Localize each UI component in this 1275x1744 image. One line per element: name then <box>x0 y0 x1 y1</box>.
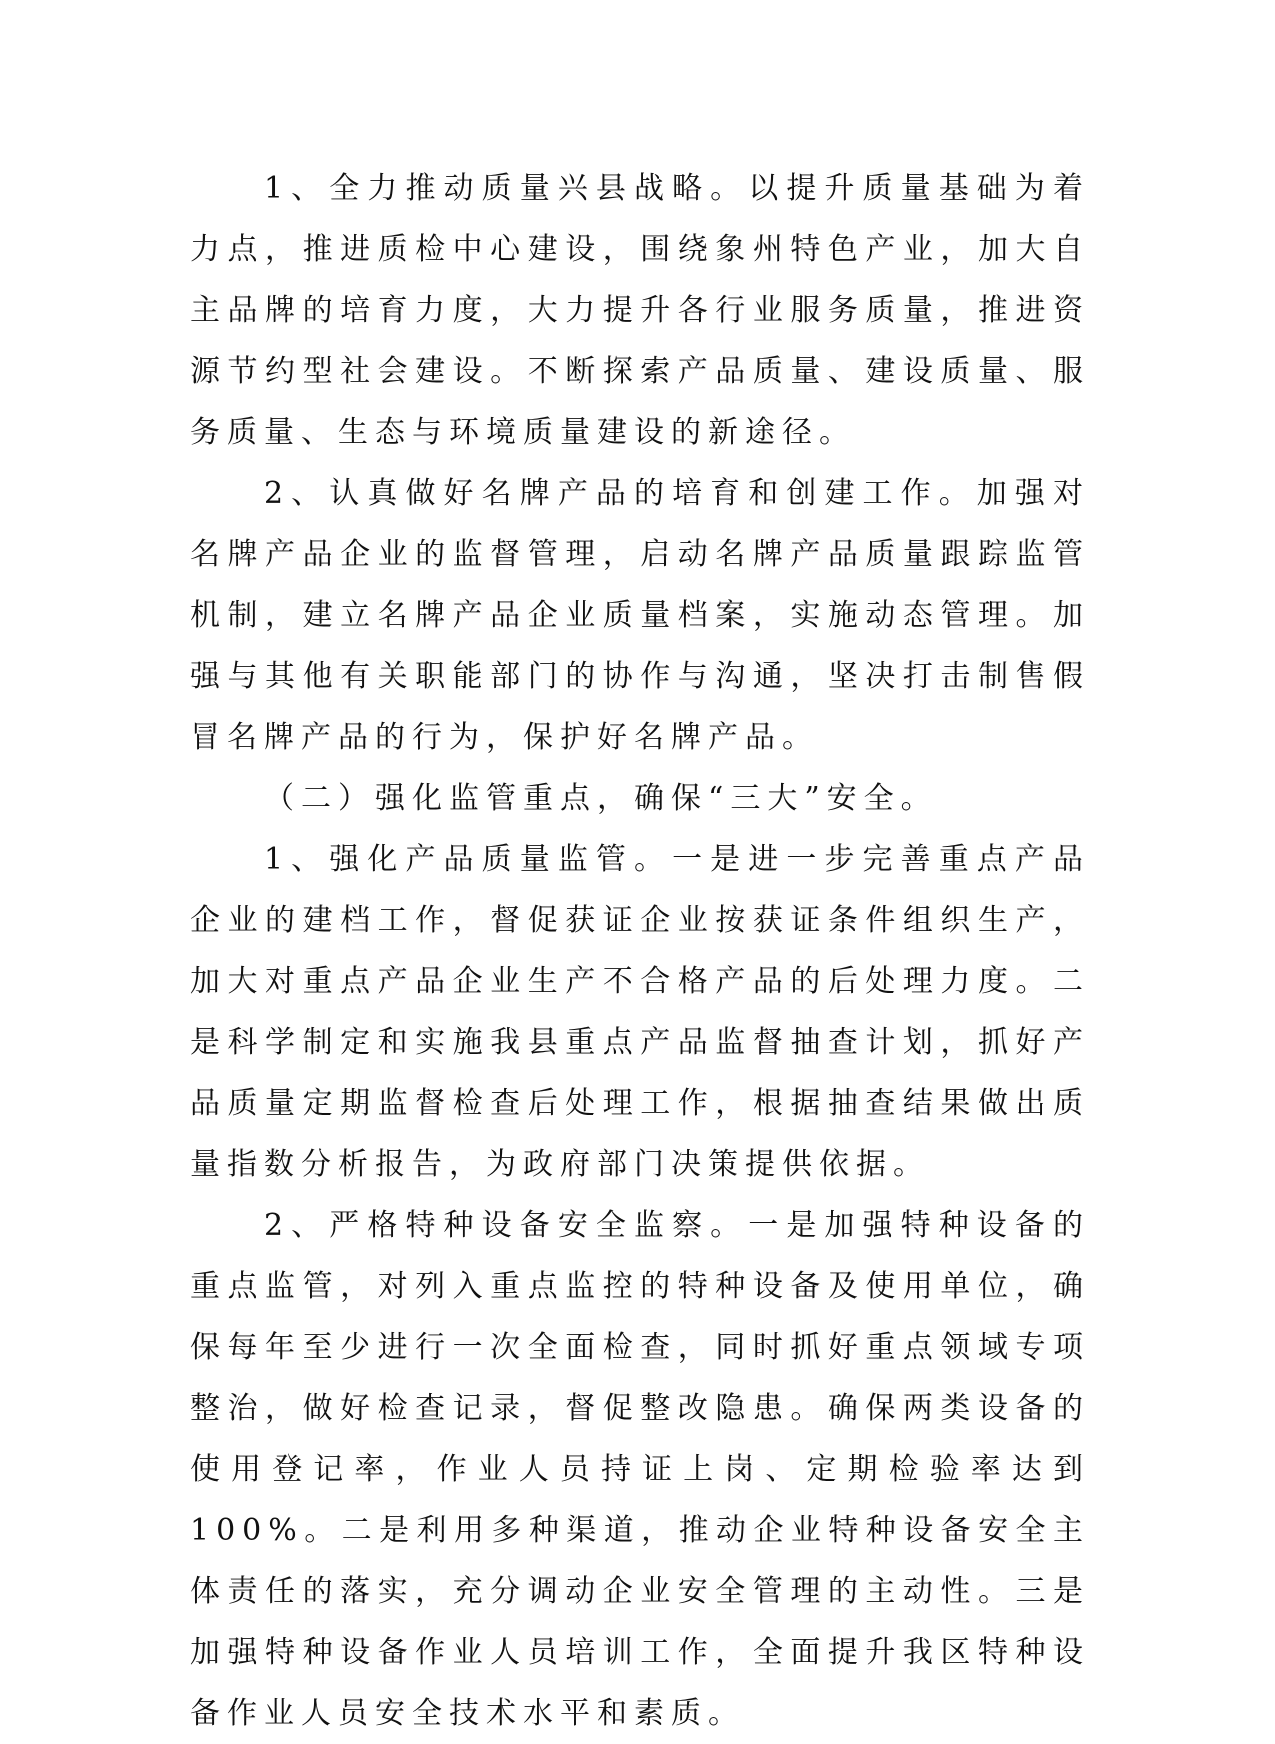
document-body <box>190 158 1090 1744</box>
paragraph-brand-products: 2、认真做好名牌产品的培育和创建工作。加强对名牌产品企业的监督管理，启动名牌产品质量跟踪监管机制，建立名牌产品企业质量档案，实施动态管理。加强与其他有关职能部门的协作与沟通，坚决打击制售假冒名牌产品的行为，保护好名牌产品。 <box>190 476 1090 755</box>
paragraph-quality-strategy: 1、全力推动质量兴县战略。以提升质量基础为着力点，推进质检中心建设，围绕象州特色产业，加大自主品牌的培育力度，大力提升各行业服务质量，推进资源节约型社会建设。不断探索产品质量、建设质量、服务质量、生态与环境质量建设的新途径。 <box>190 171 1090 450</box>
section-heading-supervision: （二）强化监管重点，确保“三大”安全。 <box>264 781 938 816</box>
paragraph-special-equipment-safety: 2、严格特种设备安全监察。一是加强特种设备的重点监管，对列入重点监控的特种设备及使用单位，确保每年至少进行一次全面检查，同时抓好重点领域专项整治，做好检查记录，督促整改隐患。确保两类设备的使用登记率，作业人员持证上岗、定期检验率达到100%。二是利用多种渠道，推动企业特种设备安全主体责任的落实，充分调动企业安全管理的主动性。三是加强特种设备作业人员培训工作，全面提升我区特种设备作业人员安全技术水平和素质。 <box>190 1208 1090 1731</box>
paragraph-product-quality-supervision: 1、强化产品质量监管。一是进一步完善重点产品企业的建档工作，督促获证企业按获证条件组织生产，加大对重点产品企业生产不合格产品的后处理力度。二是科学制定和实施我县重点产品监督抽查计划，抓好产品质量定期监督检查后处理工作，根据抽查结果做出质量指数分析报告，为政府部门决策提供依据。 <box>190 842 1090 1182</box>
